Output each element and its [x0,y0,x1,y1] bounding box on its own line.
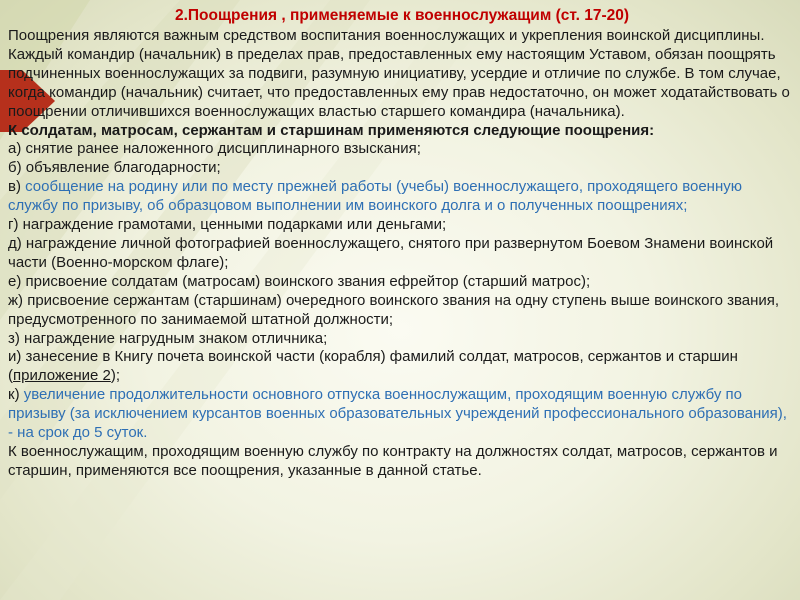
list-item-v [8,178,796,216]
list-item-k-prefix: к) [8,386,24,404]
list-item-v-prefix: в) [8,178,26,196]
list-item-i [8,348,796,386]
footer-paragraph: К военнослужащим, проходящим военную службу по контракту на должностях солдат, матросов, сержантов и старшин, применяются все поощрения, указанные в данной статье. [8,442,778,479]
list-item-k [8,386,796,443]
list-item-i-text: и) занесение в Книгу почета воинской части (корабля) фамилий солдат, матросов, сержантов и старшин ( [8,348,738,385]
list-item-e: е) присвоение солдатам (матросам) воинского звания ефрейтор (старший матрос); [8,272,591,290]
list-item-a: а) снятие ранее наложенного дисциплинарного взыскания; [8,140,421,158]
list-item-i-end: ); [110,367,121,385]
slide-content [8,6,796,481]
slide-title: 2.Поощрения , применяемые к военнослужащим (ст. 17-20) [174,7,630,24]
list-item-zh: ж) присвоение сержантам (старшинам) очередного воинского звания на одну ступень выше воинского звания, предусмотренного по занимаемой штатной должности; [8,291,780,328]
list-item-b: б) объявление благодарности; [8,159,221,177]
appendix-link[interactable]: приложение 2 [13,367,111,385]
list-heading: К солдатам, матросам, сержантам и старшинам применяются следующие поощрения: [8,121,655,139]
list-item-g: г) награждение грамотами, ценными подарками или деньгами; [8,216,447,234]
list-item-z: з) награждение нагрудным знаком отличника; [8,329,328,347]
intro-paragraph: Поощрения являются важным средством воспитания военнослужащих и укрепления воинской дисциплины. Каждый командир (начальник) в пределах прав, предоставленных ему настоящим Уставом, обязан поощрять подчиненных военнослужащих за подвиги, разумную инициативу, усердие и отличие по службе. В том случае, когда командир (начальник) считает, что предоставленных ему прав недостаточно, он может ходатайствовать о поощрении отличившихся военнослужащих властью старшего командира (начальника). [8,27,790,120]
list-item-v-text: сообщение на родину или по месту прежней работы (учебы) военнослужащего, проходящего военную службу по призыву, об образцовом выполнении им воинского долга и о полученных поощрениях; [8,178,742,215]
list-item-d: д) награждение личной фотографией военнослужащего, снятого при развернутом Боевом Знамени воинской части (Военно-морском флаге); [8,234,774,271]
list-item-k-text: увеличение продолжительности основного отпуска военнослужащим, проходящим военную службу по призыву (за исключением курсантов военных образовательных учреждений профессионального образования), - на срок до 5 суток. [8,386,787,442]
